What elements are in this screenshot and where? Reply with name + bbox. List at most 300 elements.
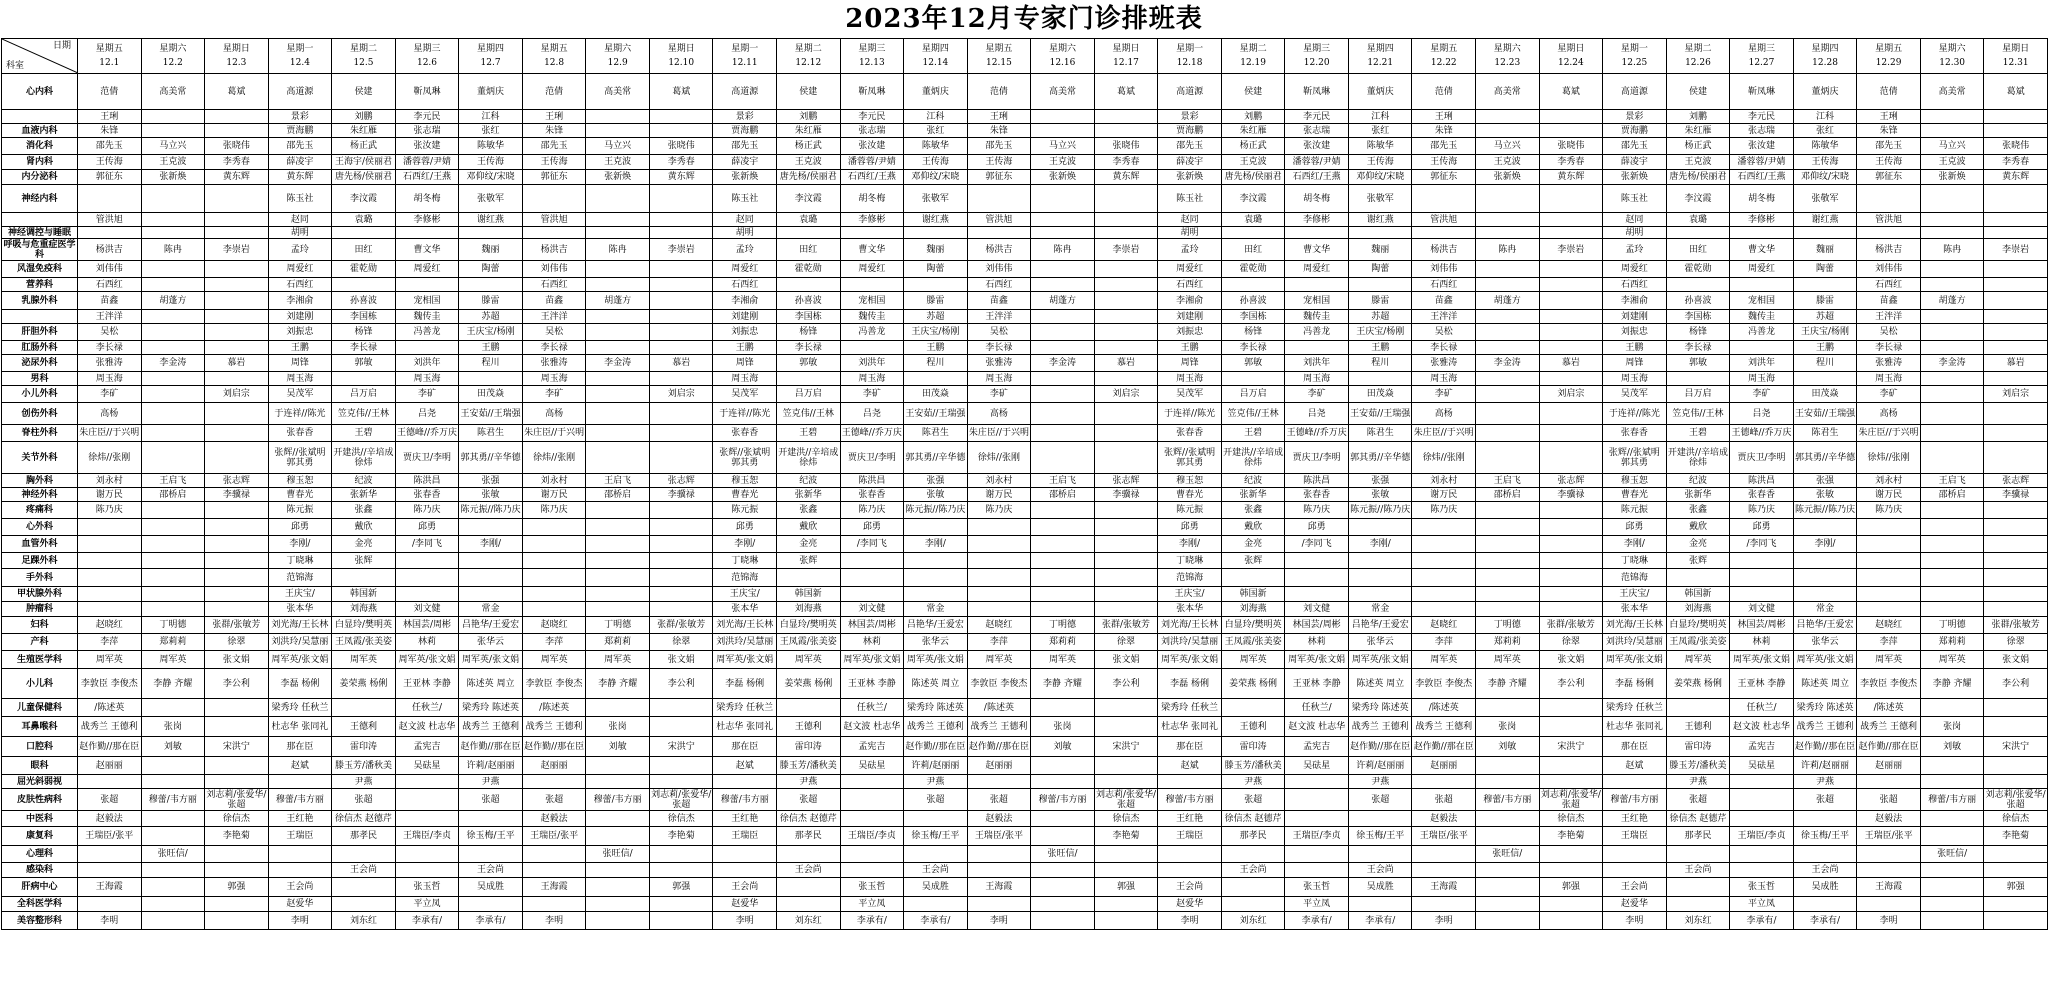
schedule-cell: 张群/张敏芳 — [649, 617, 713, 634]
schedule-cell: 张旺信/ — [141, 846, 205, 863]
schedule-cell: 许莉/赵丽丽 — [1348, 757, 1412, 775]
schedule-cell — [1031, 587, 1095, 602]
table-row — [2, 261, 2048, 278]
table-row — [2, 185, 2048, 213]
schedule-cell: 李明 — [1603, 912, 1667, 930]
dept-name: 消化科 — [2, 138, 78, 155]
weekday-label: 星期日 — [1557, 44, 1585, 54]
schedule-cell — [840, 227, 904, 239]
schedule-cell: 林莉 — [1285, 634, 1349, 651]
schedule-cell — [141, 442, 205, 474]
schedule-cell: 赵毅法 — [1857, 811, 1921, 827]
schedule-cell — [1984, 536, 2048, 553]
schedule-cell — [141, 278, 205, 292]
schedule-cell: 吴松 — [522, 324, 586, 341]
schedule-cell: 李长禄 — [1666, 341, 1730, 355]
schedule-cell: 陈玉社 — [1158, 185, 1222, 213]
schedule-cell: 张新焕 — [1920, 170, 1984, 185]
schedule-cell: 宋洪宁 — [1539, 737, 1603, 757]
schedule-cell — [840, 863, 904, 878]
schedule-cell — [1920, 912, 1984, 930]
schedule-cell — [1984, 897, 2048, 912]
schedule-cell: 陈冉 — [1476, 239, 1540, 261]
schedule-cell — [1984, 110, 2048, 124]
weekday-label: 星期五 — [985, 44, 1013, 54]
schedule-cell: 李长禄 — [777, 341, 841, 355]
schedule-cell: 常金 — [904, 602, 968, 617]
schedule-cell: 慕岩 — [1094, 355, 1158, 372]
schedule-cell: 林莉 — [1730, 634, 1794, 651]
schedule-cell: 于连祥//陈光 — [268, 403, 332, 425]
schedule-cell: 邓仰纹/宋晓 — [1348, 170, 1412, 185]
schedule-cell: 程川 — [1793, 355, 1857, 372]
schedule-cell: 张汝建 — [395, 138, 459, 155]
schedule-cell: 陈君生 — [1348, 425, 1412, 442]
schedule-cell: 张新焕 — [713, 170, 777, 185]
schedule-cell — [332, 846, 396, 863]
schedule-cell: 邱勇 — [840, 519, 904, 536]
schedule-cell — [1031, 502, 1095, 519]
schedule-cell — [395, 811, 459, 827]
schedule-cell: 赵丽丽 — [1857, 757, 1921, 775]
schedule-cell: 穆蕾/韦方丽 — [268, 789, 332, 811]
schedule-cell: 张志辉 — [1539, 474, 1603, 488]
schedule-cell: 冯善龙 — [1730, 324, 1794, 341]
schedule-cell: 刘洪玲/吴慧丽 — [1603, 634, 1667, 651]
dept-name: 眼科 — [2, 757, 78, 775]
schedule-cell: 赵作勤//那在臣 — [522, 737, 586, 757]
schedule-cell: 吴松 — [1857, 324, 1921, 341]
schedule-cell: 笠克伟//王林 — [777, 403, 841, 425]
schedule-cell — [1094, 324, 1158, 341]
schedule-cell — [1285, 789, 1349, 811]
schedule-cell: 穆蕾/韦方丽 — [1920, 789, 1984, 811]
schedule-cell: 张岗 — [1920, 717, 1984, 737]
schedule-cell — [395, 569, 459, 587]
schedule-cell: 郭其勇//辛华德 — [1793, 442, 1857, 474]
schedule-cell: 金亮 — [1666, 536, 1730, 553]
schedule-cell: 李元民 — [840, 110, 904, 124]
schedule-cell: 刘海燕 — [1221, 602, 1285, 617]
schedule-cell: 张超 — [1857, 789, 1921, 811]
schedule-cell — [649, 912, 713, 930]
schedule-cell: 李承有/ — [1348, 912, 1412, 930]
schedule-cell: 王凤霞/张美姿 — [777, 634, 841, 651]
schedule-cell: 李萍 — [967, 634, 1031, 651]
schedule-cell — [1539, 324, 1603, 341]
schedule-cell: 张新华 — [1666, 488, 1730, 502]
schedule-cell — [1031, 278, 1095, 292]
schedule-cell — [1285, 278, 1349, 292]
schedule-cell — [1984, 324, 2048, 341]
schedule-cell: 杨锋 — [777, 324, 841, 341]
dept-name: 心外科 — [2, 519, 78, 536]
schedule-cell — [649, 372, 713, 386]
schedule-cell: 田红 — [1666, 239, 1730, 261]
schedule-cell: 吕万启 — [1666, 386, 1730, 403]
schedule-cell — [522, 569, 586, 587]
schedule-cell: 任秋兰/ — [840, 699, 904, 717]
dept-name: 风湿免疫科 — [2, 261, 78, 278]
schedule-cell: 战秀兰 王德利 — [1793, 717, 1857, 737]
schedule-cell: 宠相国 — [395, 292, 459, 310]
schedule-cell — [586, 372, 650, 386]
schedule-cell — [1857, 602, 1921, 617]
schedule-cell: 笠克伟//王林 — [1221, 403, 1285, 425]
schedule-cell: 潘蓉蓉/尹婧 — [395, 155, 459, 170]
schedule-cell — [1476, 124, 1540, 138]
schedule-cell: 张汝建 — [1730, 138, 1794, 155]
schedule-cell: 孟玲 — [268, 239, 332, 261]
schedule-cell: 王克波 — [777, 155, 841, 170]
schedule-cell: 丁明德 — [1031, 617, 1095, 634]
schedule-cell — [586, 124, 650, 138]
schedule-cell — [649, 185, 713, 213]
date-label: 12.30 — [1939, 58, 1966, 68]
schedule-cell: 滕玉芳/潘秋美 — [1221, 757, 1285, 775]
table-row — [2, 74, 2048, 110]
schedule-cell: 李明 — [78, 912, 142, 930]
schedule-cell: 程川 — [1348, 355, 1412, 372]
schedule-cell: 江科 — [459, 110, 523, 124]
schedule-cell — [395, 587, 459, 602]
schedule-cell: 周玉海 — [1730, 372, 1794, 386]
schedule-cell: 陈乃庆 — [1412, 502, 1476, 519]
schedule-cell: 吕尧 — [1285, 403, 1349, 425]
schedule-cell: 李刚/ — [1603, 536, 1667, 553]
schedule-cell — [1920, 261, 1984, 278]
schedule-cell — [1539, 553, 1603, 569]
schedule-cell: 冯善龙 — [1285, 324, 1349, 341]
schedule-cell: 王亚林 李静 — [1285, 669, 1349, 699]
schedule-cell: 张文娟 — [1094, 651, 1158, 669]
schedule-cell — [522, 602, 586, 617]
schedule-cell: 李矿 — [967, 386, 1031, 403]
schedule-cell: 丁明德 — [1476, 617, 1540, 634]
schedule-cell: 徐炜//张刚 — [1412, 442, 1476, 474]
schedule-cell — [1984, 757, 2048, 775]
schedule-cell: 周军英 — [1920, 651, 1984, 669]
schedule-cell: 周军英/张文娟 — [840, 651, 904, 669]
schedule-cell: 靳凤琳 — [1730, 74, 1794, 110]
table-row — [2, 110, 2048, 124]
schedule-cell — [1094, 372, 1158, 386]
schedule-cell: 潘蓉蓉/尹婧 — [1285, 155, 1349, 170]
schedule-cell — [1094, 185, 1158, 213]
table-row — [2, 355, 2048, 372]
schedule-cell: 周军英/张文娟 — [1603, 651, 1667, 669]
schedule-cell: 战秀兰 王德利 — [967, 717, 1031, 737]
schedule-cell — [904, 846, 968, 863]
schedule-cell: 刘志莉/张爱华/张超 — [206, 789, 267, 810]
schedule-cell: 邵桥启 — [1920, 488, 1984, 502]
schedule-cell — [205, 912, 269, 930]
schedule-cell: 丁晓琳 — [1603, 553, 1667, 569]
schedule-cell — [1476, 519, 1540, 536]
schedule-cell: 薛凌宇 — [268, 155, 332, 170]
schedule-cell — [1158, 846, 1222, 863]
schedule-cell: 张本华 — [1603, 602, 1667, 617]
schedule-cell — [78, 602, 142, 617]
schedule-cell: 王瑞臣/李贞 — [1285, 827, 1349, 846]
schedule-cell: 李国栋 — [1666, 310, 1730, 324]
table-row — [2, 669, 2048, 699]
schedule-cell — [1984, 502, 2048, 519]
schedule-cell: 尹燕 — [1793, 775, 1857, 789]
schedule-cell: 李骥禄 — [1094, 488, 1158, 502]
schedule-cell: 陈元振//陈乃庆 — [1348, 502, 1412, 519]
schedule-cell — [1094, 292, 1158, 310]
schedule-cell: 田茂焱 — [459, 386, 523, 403]
schedule-cell: 王庆宝/杨刚 — [459, 324, 523, 341]
schedule-cell: 张群/张敏芳 — [1094, 617, 1158, 634]
schedule-cell: 陈君生 — [1793, 425, 1857, 442]
schedule-cell — [840, 569, 904, 587]
schedule-cell — [332, 569, 396, 587]
schedule-cell: 刘光海/王长林 — [1603, 617, 1667, 634]
schedule-cell: 苗鑫 — [967, 292, 1031, 310]
schedule-cell — [1285, 587, 1349, 602]
schedule-cell: 葛斌 — [1539, 74, 1603, 110]
schedule-cell — [205, 403, 269, 425]
table-row — [2, 651, 2048, 669]
schedule-cell — [1539, 278, 1603, 292]
schedule-cell — [205, 602, 269, 617]
schedule-cell — [205, 699, 269, 717]
schedule-cell: 邵先玉 — [1857, 138, 1921, 155]
schedule-cell: 周玉海 — [522, 372, 586, 386]
schedule-cell: 笠克伟//王林 — [1666, 403, 1730, 425]
schedule-cell — [1730, 553, 1794, 569]
schedule-cell: 梁秀玲 任秋兰 — [268, 699, 332, 717]
schedule-cell: 张新焕 — [1476, 170, 1540, 185]
schedule-cell: 张岗 — [1476, 717, 1540, 737]
schedule-cell: 李崇岩 — [1094, 239, 1158, 261]
table-row — [2, 278, 2048, 292]
schedule-cell: 张雅涛 — [967, 355, 1031, 372]
schedule-cell — [141, 827, 205, 846]
schedule-cell: 张岗 — [1031, 717, 1095, 737]
schedule-cell: 王传海 — [1348, 155, 1412, 170]
schedule-cell: 赵晓红 — [78, 617, 142, 634]
schedule-cell — [586, 878, 650, 897]
schedule-cell: 李长禄 — [1857, 341, 1921, 355]
schedule-cell: 李矿 — [1857, 386, 1921, 403]
schedule-cell — [1539, 569, 1603, 587]
schedule-cell — [1539, 587, 1603, 602]
schedule-cell: 赵同 — [1603, 213, 1667, 227]
schedule-cell: 穆蕾/韦方丽 — [713, 789, 777, 811]
schedule-cell — [205, 310, 269, 324]
dept-name: 产科 — [2, 634, 78, 651]
schedule-cell — [1666, 278, 1730, 292]
schedule-cell: 高道源 — [713, 74, 777, 110]
schedule-cell — [586, 502, 650, 519]
schedule-cell — [649, 717, 713, 737]
schedule-cell — [332, 278, 396, 292]
dept-name: 肝病中心 — [2, 878, 78, 897]
schedule-cell — [1476, 878, 1540, 897]
schedule-cell — [967, 227, 1031, 239]
dept-name: 足踝外科 — [2, 553, 78, 569]
schedule-cell: 刘鹏 — [332, 110, 396, 124]
schedule-cell: 王瑞臣 — [1603, 827, 1667, 846]
schedule-cell — [1857, 846, 1921, 863]
day-header — [395, 39, 459, 74]
schedule-cell: 朱红雁 — [777, 124, 841, 138]
schedule-cell — [649, 341, 713, 355]
schedule-cell: 范倩 — [522, 74, 586, 110]
schedule-cell: 刘振忠 — [1158, 324, 1222, 341]
schedule-cell: 赵斌 — [1158, 757, 1222, 775]
schedule-cell: 王瑞臣/张平 — [1857, 827, 1921, 846]
schedule-cell: 苏超 — [1348, 310, 1412, 324]
schedule-cell: 李秀春 — [1539, 155, 1603, 170]
schedule-cell: 尹燕 — [459, 775, 523, 789]
schedule-cell — [649, 846, 713, 863]
schedule-cell: 张华云 — [1793, 634, 1857, 651]
schedule-cell: 王红艳 — [268, 811, 332, 827]
schedule-cell — [777, 878, 841, 897]
schedule-cell — [205, 717, 269, 737]
schedule-cell: 郭强 — [1539, 878, 1603, 897]
schedule-cell: 景彩 — [1603, 110, 1667, 124]
weekday-label: 星期四 — [1811, 44, 1839, 54]
schedule-cell: 张强 — [459, 474, 523, 488]
schedule-cell: 张志辉 — [1984, 474, 2048, 488]
schedule-cell: 穆玉恕 — [713, 474, 777, 488]
schedule-cell: 李矿 — [1730, 386, 1794, 403]
schedule-cell: 雷印涛 — [1666, 737, 1730, 757]
schedule-cell: 赵丽丽 — [967, 757, 1031, 775]
schedule-cell: 王泮洋 — [78, 310, 142, 324]
schedule-cell: 刘伟伟 — [522, 261, 586, 278]
schedule-cell — [1031, 425, 1095, 442]
schedule-cell: 刘永村 — [78, 474, 142, 488]
schedule-cell: 李秀春 — [649, 155, 713, 170]
schedule-cell — [1476, 587, 1540, 602]
schedule-cell: 刘光海/王长林 — [713, 617, 777, 634]
schedule-cell: 李敦臣 李俊杰 — [1412, 669, 1476, 699]
schedule-cell: 赵爱华 — [268, 897, 332, 912]
schedule-cell — [1348, 897, 1412, 912]
table-row — [2, 488, 2048, 502]
schedule-cell — [1920, 442, 1984, 474]
schedule-cell: 胡蓬方 — [1920, 292, 1984, 310]
schedule-cell: 周军英/张文娟 — [713, 651, 777, 669]
schedule-cell: 滕雷 — [459, 292, 523, 310]
schedule-cell — [205, 372, 269, 386]
schedule-cell: 潘蓉蓉/尹婧 — [840, 155, 904, 170]
schedule-cell: 李国栋 — [332, 310, 396, 324]
schedule-cell: 孙喜波 — [777, 292, 841, 310]
schedule-cell — [205, 213, 269, 227]
schedule-cell — [1920, 341, 1984, 355]
schedule-cell: 周军英 — [777, 651, 841, 669]
schedule-cell — [1348, 227, 1412, 239]
schedule-cell: /陈述英 — [1857, 699, 1921, 717]
schedule-cell: 王瑞臣/张平 — [1412, 827, 1476, 846]
schedule-cell: 王瑞臣/李贞 — [1730, 827, 1794, 846]
schedule-cell: 李骥禄 — [1539, 488, 1603, 502]
schedule-cell — [1348, 846, 1412, 863]
schedule-cell: 徐翠 — [1094, 634, 1158, 651]
schedule-cell: 林莉 — [395, 634, 459, 651]
schedule-cell — [1094, 775, 1158, 789]
schedule-cell: 张本华 — [268, 602, 332, 617]
schedule-cell — [205, 278, 269, 292]
schedule-cell: 赵作勤//那在臣 — [1348, 737, 1412, 757]
table-row — [2, 425, 2048, 442]
schedule-cell — [1984, 213, 2048, 227]
schedule-cell: 侯建 — [1221, 74, 1285, 110]
table-row — [2, 863, 2048, 878]
schedule-cell: 穆蕾/韦方丽 — [141, 789, 205, 811]
day-header — [141, 39, 205, 74]
schedule-cell — [840, 278, 904, 292]
schedule-cell: 张强 — [1793, 474, 1857, 488]
day-header — [459, 39, 523, 74]
weekday-label: 星期二 — [1239, 44, 1267, 54]
schedule-cell: 赵作勤//那在臣 — [1793, 737, 1857, 757]
schedule-cell: 王德利 — [1221, 717, 1285, 737]
dept-label: 科室 — [6, 61, 25, 71]
weekday-label: 星期二 — [794, 44, 822, 54]
schedule-cell: 纪波 — [1221, 474, 1285, 488]
table-row — [2, 442, 2048, 474]
schedule-cell: 徐信杰 赵德芹 — [1666, 811, 1730, 827]
schedule-cell: 王德利 — [777, 717, 841, 737]
schedule-cell: 韩国新 — [777, 587, 841, 602]
schedule-cell — [1031, 775, 1095, 789]
schedule-cell: 曹春光 — [1158, 488, 1222, 502]
schedule-cell — [649, 124, 713, 138]
dept-name: 小儿科 — [2, 669, 78, 699]
schedule-cell — [967, 519, 1031, 536]
schedule-cell: 李修彬 — [1285, 213, 1349, 227]
schedule-cell: 王德峰//乔万庆 — [1285, 425, 1349, 442]
schedule-cell: 陈冉 — [1031, 239, 1095, 261]
schedule-cell — [1412, 569, 1476, 587]
schedule-cell: 李刚/ — [904, 536, 968, 553]
schedule-cell: 李长禄 — [967, 341, 1031, 355]
table-row — [2, 310, 2048, 324]
schedule-cell — [904, 519, 968, 536]
schedule-cell: 管洪旭 — [78, 213, 142, 227]
schedule-cell: 许莉/赵丽丽 — [1793, 757, 1857, 775]
schedule-cell — [522, 846, 586, 863]
schedule-cell: 陈玉社 — [1603, 185, 1667, 213]
schedule-cell: 白显玲/樊明英 — [1221, 617, 1285, 634]
schedule-cell: 王传海 — [967, 155, 1031, 170]
schedule-cell: 周军英 — [332, 651, 396, 669]
schedule-cell: 徐玉梅/王平 — [459, 827, 523, 846]
schedule-cell: 吕艳华/王爱宏 — [459, 617, 523, 634]
schedule-cell: 刘建刚 — [713, 310, 777, 324]
schedule-cell — [205, 536, 269, 553]
schedule-cell — [459, 569, 523, 587]
schedule-cell — [904, 278, 968, 292]
schedule-cell — [1539, 519, 1603, 536]
schedule-cell: 潘蓉蓉/尹婧 — [1730, 155, 1794, 170]
schedule-cell: 曹春光 — [1603, 488, 1667, 502]
day-header — [1094, 39, 1158, 74]
schedule-cell — [649, 403, 713, 425]
schedule-cell — [586, 324, 650, 341]
schedule-cell: 周爱红 — [395, 261, 459, 278]
schedule-cell — [141, 569, 205, 587]
date-label: 日期 — [52, 41, 71, 51]
